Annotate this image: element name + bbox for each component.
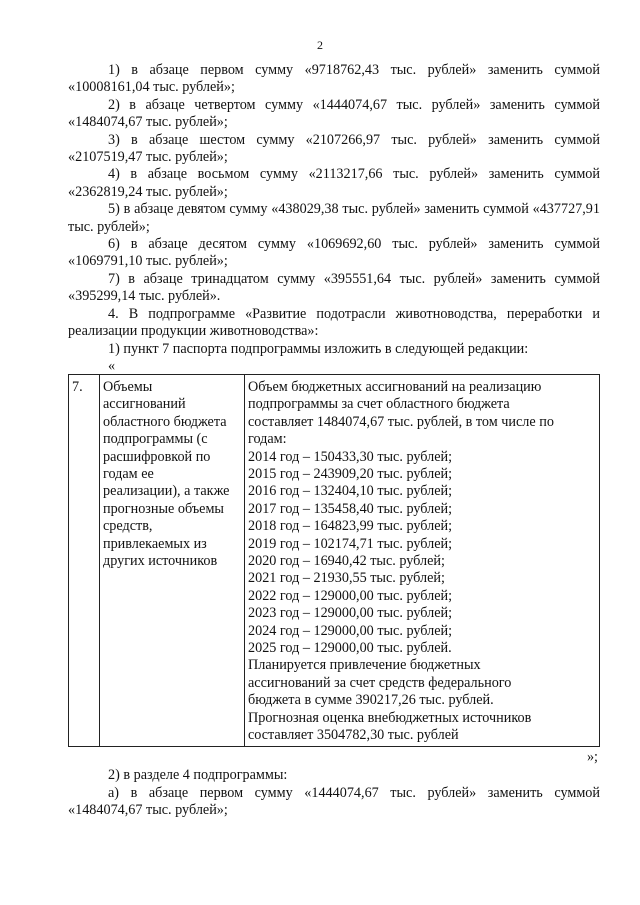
name-line: привлекаемых из (103, 535, 207, 552)
row-number-cell (69, 374, 100, 747)
value-line: бюджета в сумме 390217,26 тыс. рублей. (248, 692, 494, 709)
value-line: Планируется привлечение бюджетных (248, 657, 481, 674)
value-line-year: 2019 год – 102174,71 тыс. рублей; (248, 535, 453, 552)
value-line-year: 2024 год – 129000,00 тыс. рублей; (248, 622, 453, 639)
document-body (68, 62, 600, 820)
paragraph-passport-intro: 1) пункт 7 паспорта подпрограммы изложить в следующей редакции: (108, 340, 529, 357)
closing-quote: »; (586, 749, 598, 766)
name-line: расшифровкой по (103, 448, 211, 465)
value-line: ассигнований за счет средств федерального (248, 674, 512, 691)
value-line: Прогнозная оценка внебюджетных источников (248, 709, 532, 726)
passport-table (68, 374, 600, 748)
name-line: реализации), а также (103, 483, 230, 500)
paragraph-first-abzac-change: а) в абзаце первом сумму «1444074,67 тыс. рублей» заменить суммой «1484074,67 тыс. рублей»; (68, 784, 600, 819)
page-number: 2 (317, 38, 323, 52)
value-line-year: 2017 год – 135458,40 тыс. рублей; (248, 500, 453, 517)
paragraph-1: 1) в абзаце первом сумму «9718762,43 тыс. рублей» заменить суммой «10008161,04 тыс. рублей»; (68, 62, 600, 96)
name-line: областного бюджета (103, 413, 227, 430)
value-line-year: 2025 год – 129000,00 тыс. рублей. (248, 640, 452, 656)
table-row (69, 374, 600, 747)
paragraph-section-4: 4. В подпрограмме «Развитие подотрасли животноводства, переработки и реализации продукции животноводства»: (68, 305, 600, 340)
value-line: составляет 3504782,30 тыс. рублей (248, 727, 459, 744)
name-line: средств, (103, 518, 153, 535)
name-line: прогнозные объемы (103, 500, 224, 517)
paragraph-5: 5) в абзаце девятом сумму «438029,38 тыс. рублей» заменить суммой «437727,91 тыс. рублей»; (68, 201, 600, 235)
value-line-year: 2023 год – 129000,00 тыс. рублей; (248, 605, 453, 622)
paragraph-2: 2) в абзаце четвертом сумму «1444074,67 тыс. рублей» заменить суммой «1484074,67 тыс. рублей»; (68, 96, 600, 131)
value-line-year: 2014 год – 150433,30 тыс. рублей; (248, 448, 453, 465)
name-line: годам ее (103, 465, 154, 482)
name-line: подпрограммы (с (103, 431, 208, 448)
value-line: Объем бюджетных ассигнований на реализацию (248, 378, 542, 395)
value-line-year: 2020 год – 16940,42 тыс. рублей; (248, 552, 445, 569)
row-value-cell (245, 374, 600, 747)
value-line-year: 2022 год – 129000,00 тыс. рублей; (248, 587, 453, 604)
opening-quote: « (108, 357, 116, 374)
value-line-year: 2015 год – 243909,20 тыс. рублей; (248, 465, 453, 482)
name-line: ассигнований (103, 396, 186, 413)
name-line: Объемы (103, 378, 153, 395)
paragraph-6: 6) в абзаце десятом сумму «1069692,60 тыс. рублей» заменить суммой «1069791,10 тыс. рублей»; (68, 236, 600, 270)
paragraph-7: 7) в абзаце тринадцатом сумму «395551,64 тыс. рублей» заменить суммой «395299,14 тыс. рублей». (68, 270, 600, 305)
paragraph-3: 3) в абзаце шестом сумму «2107266,97 тыс. рублей» заменить суммой «2107519,47 тыс. рублей»; (68, 131, 600, 166)
row-name-cell (100, 374, 245, 747)
value-line-year: 2016 год – 132404,10 тыс. рублей; (248, 483, 453, 500)
value-line: годам: (248, 431, 287, 448)
row-number: 7. (72, 378, 83, 395)
paragraph-section-4-change: 2) в разделе 4 подпрограммы: (108, 767, 288, 784)
value-line: составляет 1484074,67 тыс. рублей, в том числе по (248, 413, 554, 430)
value-line-year: 2021 год – 21930,55 тыс. рублей; (248, 570, 445, 587)
value-line: подпрограммы за счет областного бюджета (248, 396, 510, 413)
name-line: других источников (103, 552, 218, 569)
paragraph-4: 4) в абзаце восьмом сумму «2113217,66 тыс. рублей» заменить суммой «2362819,24 тыс. рублей»; (68, 166, 600, 200)
value-line-year: 2018 год – 164823,99 тыс. рублей; (248, 518, 453, 535)
